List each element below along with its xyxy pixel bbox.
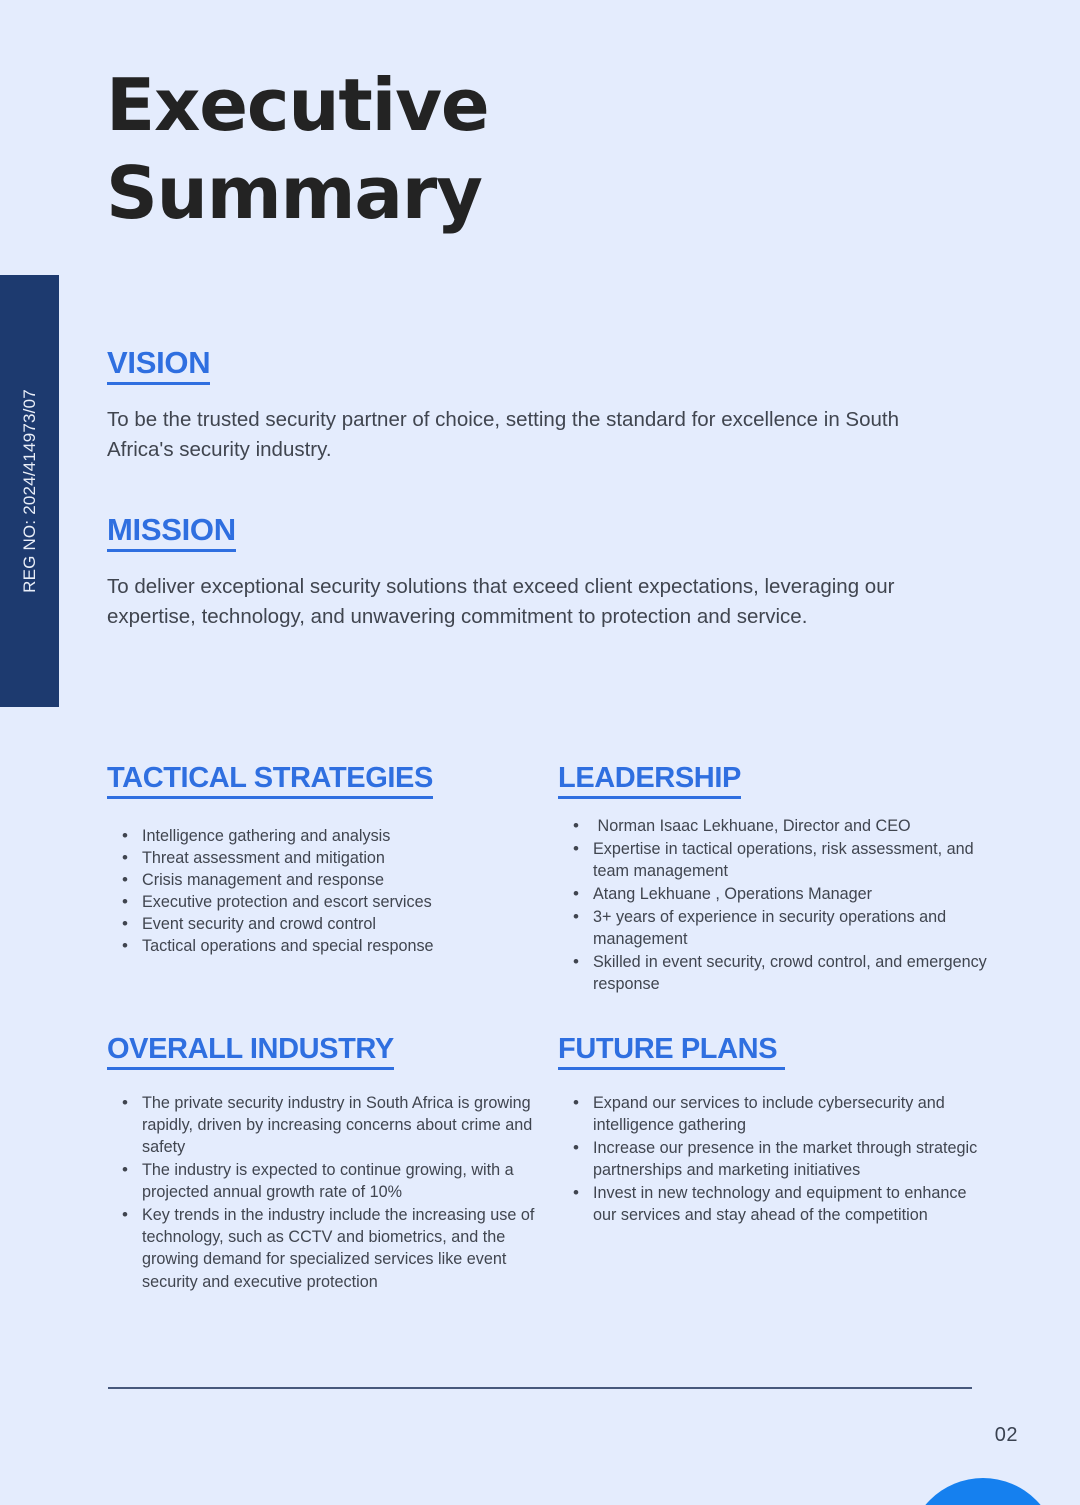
page-number: 02 bbox=[994, 1424, 1018, 1446]
list-item: • Event security and crowd control bbox=[107, 913, 558, 935]
overall-industry-list bbox=[107, 1092, 558, 1292]
list-item: • The industry is expected to continue growing, with a projected annual growth rate of 10% bbox=[107, 1159, 558, 1203]
list-item: • Skilled in event security, crowd control, and emergency response bbox=[558, 951, 987, 995]
list-item: • Increase our presence in the market through strategic partnerships and marketing initiatives bbox=[558, 1137, 987, 1181]
list-item: • The private security industry in South Africa is growing rapidly, driven by increasing concerns about crime and safety bbox=[107, 1092, 558, 1158]
future-plans-heading: FUTURE PLANS bbox=[558, 1033, 785, 1070]
section-overall-industry bbox=[107, 1033, 558, 1293]
overall-industry-heading: OVERALL INDUSTRY bbox=[107, 1033, 394, 1070]
leadership-heading: LEADERSHIP bbox=[558, 762, 741, 799]
list-item: • Expertise in tactical operations, risk assessment, and team management bbox=[558, 838, 987, 882]
list-item: • 3+ years of experience in security operations and management bbox=[558, 906, 987, 950]
list-item: • Invest in new technology and equipment to enhance our services and stay ahead of the competition bbox=[558, 1182, 987, 1226]
list-item: • Threat assessment and mitigation bbox=[107, 847, 558, 869]
registration-tab bbox=[0, 275, 59, 707]
list-item: • Executive protection and escort services bbox=[107, 891, 558, 913]
section-tactical-strategies bbox=[107, 762, 558, 996]
future-plans-list bbox=[558, 1092, 987, 1226]
two-column-content bbox=[107, 762, 992, 1294]
list-item: • Intelligence gathering and analysis bbox=[107, 825, 558, 847]
list-item: • Crisis management and response bbox=[107, 869, 558, 891]
section-vision bbox=[107, 345, 967, 465]
mission-body: To deliver exceptional security solutions that exceed client expectations, leveraging our expertise, technology, and unwavering commitment to protection and service. bbox=[107, 575, 895, 629]
mission-heading: MISSION bbox=[107, 512, 236, 552]
list-item: • Expand our services to include cybersecurity and intelligence gathering bbox=[558, 1092, 987, 1136]
tactical-strategies-list bbox=[107, 825, 558, 957]
leadership-list bbox=[558, 815, 992, 995]
section-future-plans bbox=[558, 1033, 987, 1293]
vision-heading: VISION bbox=[107, 345, 210, 385]
tactical-strategies-heading: TACTICAL STRATEGIES bbox=[107, 762, 433, 799]
list-item: • Atang Lekhuane , Operations Manager bbox=[558, 883, 987, 905]
section-leadership bbox=[558, 762, 992, 996]
list-item: • Tactical operations and special response bbox=[107, 935, 558, 957]
list-item: • Norman Isaac Lekhuane, Director and CEO bbox=[558, 815, 987, 837]
decorative-circle bbox=[908, 1478, 1058, 1505]
vision-body: To be the trusted security partner of choice, setting the standard for excellence in South Africa's security industry. bbox=[107, 408, 899, 462]
section-mission bbox=[107, 512, 972, 632]
registration-number-label: REG NO: 2024/414973/07 bbox=[19, 389, 39, 593]
page-title: Executive Summary bbox=[106, 63, 489, 235]
list-item: • Key trends in the industry include the increasing use of technology, such as CCTV and biometrics, and the growing demand for specialized services like event security and executive protection bbox=[107, 1204, 558, 1292]
footer-divider bbox=[108, 1387, 972, 1389]
